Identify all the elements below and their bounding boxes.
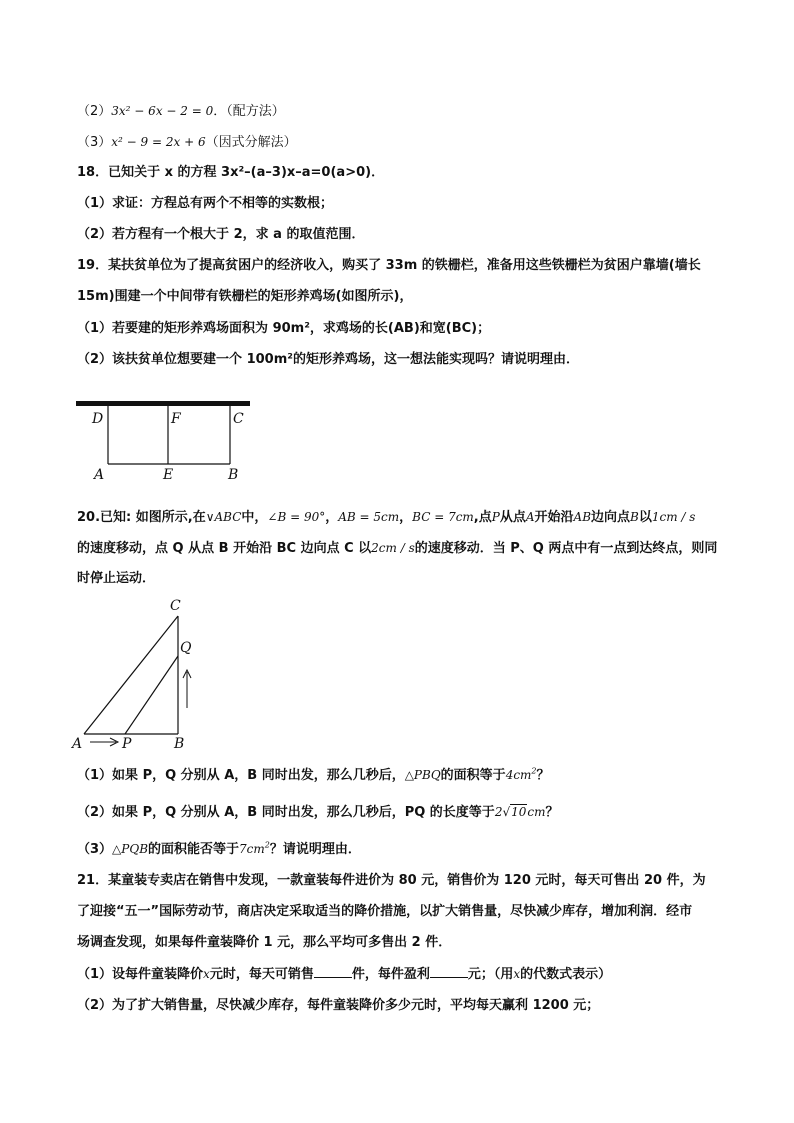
q20-figure	[70, 596, 210, 754]
q20-part2: （2）如果 P，Q 分别从 A，B 同时出发，那么几秒后，PQ 的长度等于2√10cm？	[77, 805, 559, 820]
q19-stem-line2: 15m)围建一个中间带有铁栅栏的矩形养鸡场(如图所示)，	[77, 289, 413, 304]
q21-part2: （2）为了扩大销售量，尽快减少库存，每件童装降价多少元时，平均每天赢利 1200 元；	[77, 998, 600, 1013]
q20-stem-line3: 时停止运动．	[77, 571, 156, 586]
q20-stem-line2: 的速度移动，点 Q 从点 B 开始沿 BC 边向点 C 以2cm / s的速度移动．当 P、Q 两点中有一点到达终点，则同	[77, 541, 718, 556]
answer-blank-quantity[interactable]	[314, 965, 352, 978]
q18-part1: （1）求证：方程总有两个不相等的实数根；	[77, 196, 334, 211]
label-C: C	[233, 411, 244, 427]
label-B: B	[228, 467, 239, 483]
q21-stem-line1: 21．某童装专卖店在销售中发现，一款童装每件进价为 80 元，销售价为 120 元时，每天可售出 20 件，为	[77, 873, 706, 888]
q18-part2: （2）若方程有一个根大于 2，求 a 的取值范围．	[77, 227, 365, 242]
wall	[76, 401, 250, 406]
label-P: P	[122, 736, 132, 752]
q19-part2: （2）该扶贫单位想要建一个 100m²的矩形养鸡场，这一想法能实现吗？请说明理由．	[77, 352, 579, 367]
q19-part1: （1）若要建的矩形养鸡场面积为 90m²，求鸡场的长(AB)和宽(BC)；	[77, 321, 491, 336]
q21-stem-line2: 了迎接“五一”国际劳动节，商店决定采取适当的降价措施，以扩大销售量，尽快减少库存，增加利润．经市	[77, 904, 693, 919]
q18-stem: 18．已知关于 x 的方程 3x²–(a–3)x–a=0(a>0)．	[77, 165, 385, 180]
label-A: A	[72, 736, 83, 752]
q21-part1: （1）设每件童装降价x元时，每天可销售 件，每件盈利 元；（用x的代数式表示）	[77, 967, 612, 982]
q21-stem-line3: 场调查发现，如果每件童装降价 1 元，那么平均可多售出 2 件．	[77, 935, 452, 950]
q19-figure	[70, 395, 260, 487]
label-B: B	[174, 736, 185, 752]
label-D: D	[92, 411, 104, 427]
label-C: C	[170, 598, 181, 614]
label-F: F	[171, 411, 181, 427]
q19-stem-line1: 19．某扶贫单位为了提高贫困户的经济收入，购买了 33m 的铁栅栏，准备用这些铁栅栏为贫困户靠墙(墙长	[77, 258, 701, 273]
q17-part3-equation: x² − 9 = 2x + 6	[111, 135, 206, 149]
q17-part2-equation: 3x² − 6x − 2 = 0	[111, 104, 214, 118]
label-E: E	[163, 467, 174, 483]
q20-stem-line1: 20.已知: 如图所示,在∨ABC中，∠B = 90°，AB = 5cm，BC = 7cm,点P从点A开始沿AB边向点B以1cm / s	[77, 510, 696, 525]
label-A: A	[94, 467, 105, 483]
answer-blank-profit[interactable]	[430, 965, 468, 978]
q20-part3: （3）△PQB的面积能否等于$7cm^2$？请说明理由．	[77, 840, 361, 857]
label-Q: Q	[180, 640, 192, 656]
q17-part2: （2）3x² − 6x − 2 = 0．（配方法）	[77, 104, 285, 119]
q17-part3: （3）x² − 9 = 2x + 6（因式分解法）	[77, 135, 297, 150]
q20-part1: （1）如果 P，Q 分别从 A，B 同时出发，那么几秒后，△PBQ的面积等于$4cm^2$？	[77, 766, 550, 783]
